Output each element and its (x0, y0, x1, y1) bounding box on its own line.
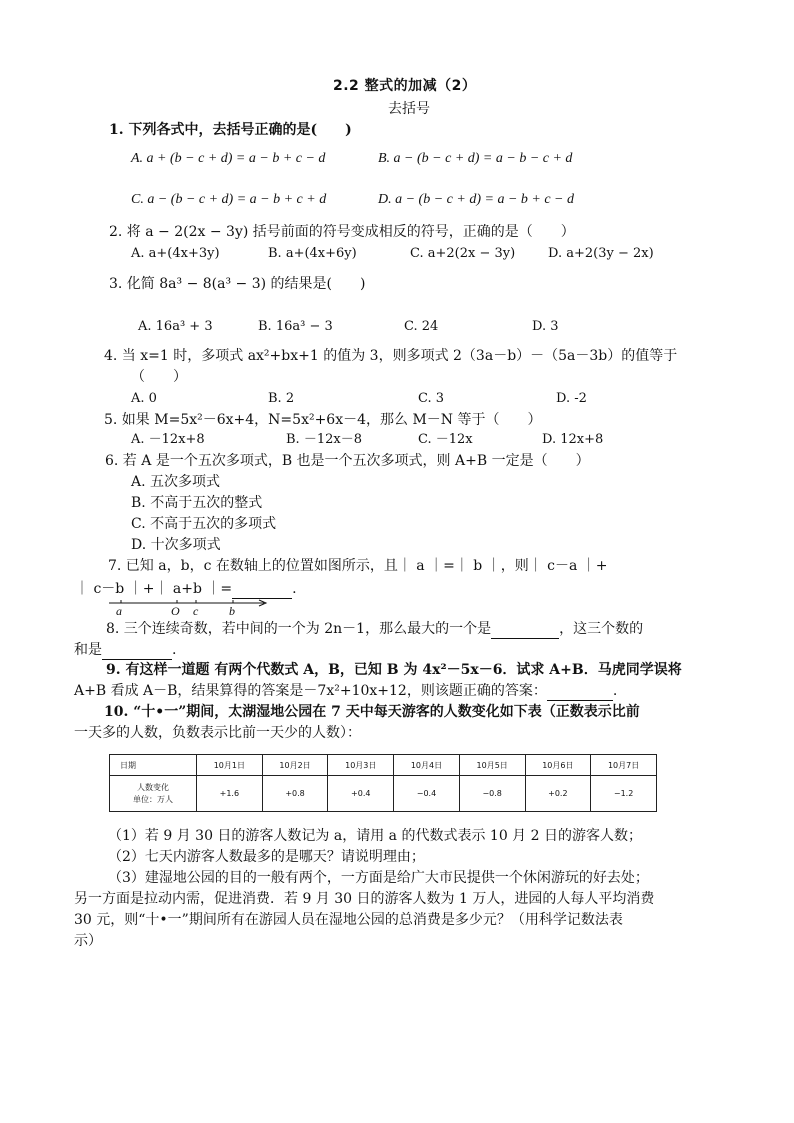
q8-answer-blank-2[interactable] (102, 641, 172, 660)
q1-option-a: A. a + (b − c + d) = a − b + c − d (131, 151, 326, 166)
q7-stem-line2-text: ｜ c－b ｜+｜ a+b ｜= (75, 581, 233, 597)
number-line-axis (109, 595, 271, 617)
table-date-cell: 10月2日 (262, 755, 328, 776)
q2-option-b: B. a+(4x+6y) (268, 246, 357, 261)
q8-stem-text: 8. 三个连续奇数，若中间的一个为 2n－1，那么最大的一个是 (106, 621, 492, 637)
page-subtitle: 去括号 (388, 101, 430, 117)
number-line-label-a: a (116, 604, 122, 618)
q3-option-c: C. 24 (404, 319, 439, 334)
q10-sub2: （2）七天内游客人数最多的是哪天？请说明理由； (108, 849, 425, 865)
q3-option-a: A. 16a³ + 3 (138, 319, 213, 334)
q4-option-a: A. 0 (131, 391, 157, 406)
q7-stem-line2-end: . (292, 581, 297, 597)
number-line-label-o: O (171, 604, 180, 618)
table-data-row (110, 776, 657, 812)
table-date-cell: 10月4日 (394, 755, 460, 776)
q3-option-d: D. 3 (532, 319, 559, 334)
q10-stem-line1: 10. “十•一”期间，太湖湿地公园在 7 天中每天游客的人数变化如下表（正数表示比前 (104, 704, 640, 720)
number-line-label-c: c (193, 604, 199, 618)
q2-option-a: A. a+(4x+3y) (131, 246, 220, 261)
table-value-cell: +1.6 (197, 776, 263, 812)
q6-stem: 6. 若 A 是一个五次多项式，B 也是一个五次多项式，则 A+B 一定是（ ） (105, 453, 590, 469)
q10-stem-line2: 一天多的人数，负数表示比前一天少的人数）： (74, 725, 361, 741)
q9-answer-blank[interactable] (547, 682, 613, 701)
table-value-cell: +0.4 (328, 776, 394, 812)
table-value-cell: −0.4 (394, 776, 460, 812)
q10-sub3-line4: 示） (74, 933, 102, 949)
q10-sub1: （1）若 9 月 30 日的游客人数记为 a，请用 a 的代数式表示 10 月 2 日的游客人数； (108, 828, 642, 844)
q5-option-c: C. －12x (418, 432, 473, 447)
q5-stem: 5. 如果 M=5x²－6x+4，N=5x²+6x－4，那么 M－N 等于（ ） (104, 412, 542, 428)
visitor-change-table (109, 754, 657, 812)
q9-stem-text: A+B 看成 A－B，结果算得的答案是－7x²+10x+12，则该题正确的答案： (74, 683, 547, 699)
q5-option-b: B. －12x－8 (286, 432, 362, 447)
table-value-cell: −1.2 (591, 776, 657, 812)
q7-stem-line1: 7. 已知 a，b，c 在数轴上的位置如图所示，且｜ a ｜=｜ b ｜，则｜ c－a ｜+ (108, 558, 608, 574)
q10-sub3-line1: （3）建湿地公园的目的一般有两个，一方面是给广大市民提供一个休闲游玩的好去处； (108, 870, 649, 886)
table-date-cell: 10月6日 (525, 755, 591, 776)
q1-option-c: C. a − (b − c + d) = a − b + c + d (131, 192, 327, 207)
q6-option-c: C. 不高于五次的多项式 (131, 516, 277, 532)
number-line-label-b: b (229, 604, 235, 618)
q2-option-d: D. a+2(3y − 2x) (548, 246, 654, 261)
table-row-label (110, 776, 197, 812)
table-value-cell: +0.8 (262, 776, 328, 812)
q9-stem-end: . (612, 683, 618, 699)
table-date-cell: 10月3日 (328, 755, 394, 776)
q4-option-d: D. -2 (556, 391, 587, 406)
table-header-cell: 日期 (110, 755, 197, 776)
q8-stem-text-2: ，这三个数的 (559, 621, 644, 637)
q4-stem-line2: （ ） (131, 369, 187, 385)
q10-sub3-line3: 30 元，则“十•一”期间所有在游园人员在湿地公园的总消费是多少元？（用科学记数法表 (74, 912, 623, 928)
q1-option-b: B. a − (b − c + d) = a − b − c + d (378, 151, 573, 166)
table-row-label-line1: 人数变化 (137, 782, 169, 792)
q1-option-d: D. a − (b − c + d) = a − b + c − d (378, 192, 574, 207)
q5-option-a: A. －12x+8 (131, 432, 205, 447)
table-row-label-line2: 单位：万人 (133, 794, 173, 804)
q9-stem-line1: 9. 有这样一道题 有两个代数式 A，B，已知 B 为 4x²－5x－6．试求 A+B．马虎同学误将 (106, 662, 682, 678)
q8-stem-text-3: 和是 (74, 642, 102, 658)
q6-option-a: A. 五次多项式 (131, 474, 221, 490)
q7-number-line (109, 595, 271, 617)
table-value-cell: −0.8 (459, 776, 525, 812)
q4-option-b: B. 2 (268, 391, 295, 406)
q8-stem-line2 (74, 641, 176, 660)
table-date-cell: 10月1日 (197, 755, 263, 776)
q4-option-c: C. 3 (418, 391, 445, 406)
page-title: 2.2 整式的加减（2） (333, 78, 477, 94)
q8-stem-line1 (106, 620, 643, 639)
q2-option-c: C. a+2(2x − 3y) (410, 246, 516, 261)
q4-stem-line1: 4. 当 x=1 时，多项式 ax²+bx+1 的值为 3，则多项式 2（3a－b）－（5a－3b）的值等于 (104, 348, 678, 364)
q6-option-d: D. 十次多项式 (131, 537, 221, 553)
q5-option-d: D. 12x+8 (542, 432, 604, 447)
q8-stem-end: . (172, 642, 177, 658)
table-date-cell: 10月7日 (591, 755, 657, 776)
table-header-row (110, 755, 657, 776)
table-date-cell: 10月5日 (459, 755, 525, 776)
q3-option-b: B. 16a³ − 3 (258, 319, 333, 334)
table-value-cell: +0.2 (525, 776, 591, 812)
q2-stem: 2. 将 a − 2(2x − 3y) 括号前面的符号变成相反的符号，正确的是（ ） (109, 224, 575, 240)
q3-stem: 3. 化简 8a³ − 8(a³ − 3) 的结果是( ) (109, 276, 366, 292)
q6-option-b: B. 不高于五次的整式 (131, 495, 263, 511)
q10-sub3-line2: 另一方面是拉动内需，促进消费．若 9 月 30 日的游客人数为 1 万人，进园的人每人平均消费 (74, 891, 655, 907)
q8-answer-blank-1[interactable] (491, 620, 559, 639)
q1-stem: 1. 下列各式中，去括号正确的是( ) (109, 122, 352, 138)
q9-stem-line2 (74, 682, 617, 701)
